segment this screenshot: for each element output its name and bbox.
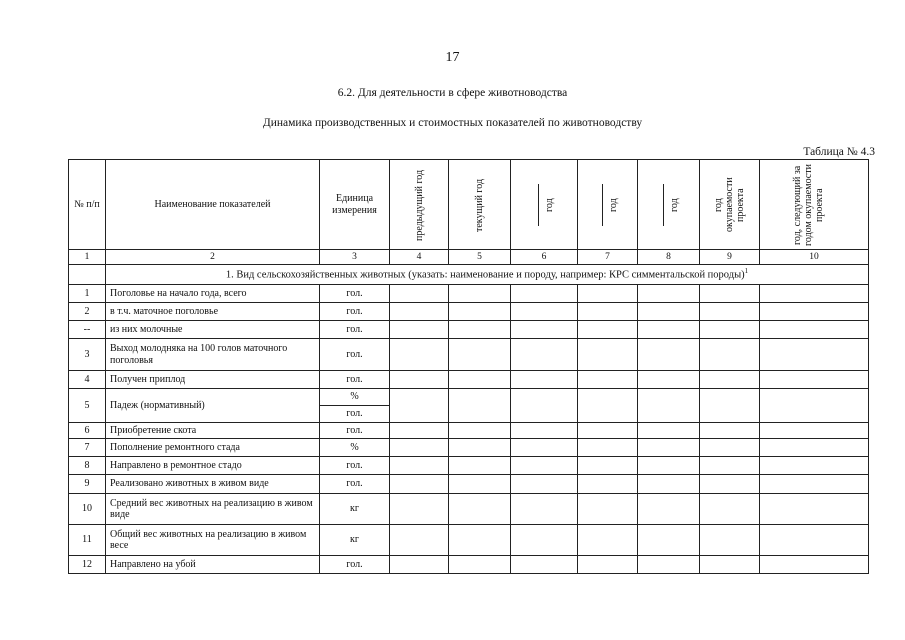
value-cell[interactable] — [511, 303, 578, 321]
value-cell[interactable] — [638, 339, 700, 371]
col-number: 10 — [760, 250, 869, 265]
value-cell[interactable] — [511, 525, 578, 556]
table-row — [69, 494, 869, 525]
value-cell[interactable] — [760, 525, 869, 556]
value-cell[interactable] — [449, 525, 511, 556]
value-cell[interactable] — [390, 457, 449, 475]
section-title: 6.2. Для деятельности в сфере животноводства — [337, 87, 568, 99]
value-cell[interactable] — [578, 525, 638, 556]
value-cell[interactable] — [700, 439, 760, 457]
col-number: 8 — [638, 250, 700, 265]
row-unit: гол. — [320, 406, 390, 423]
value-cell[interactable] — [760, 339, 869, 371]
col-number: 4 — [390, 250, 449, 265]
header-name: Наименование показателей — [106, 160, 320, 250]
value-cell[interactable] — [390, 303, 449, 321]
value-cell[interactable] — [578, 475, 638, 494]
row-name: Приобретение скота — [106, 423, 320, 439]
value-cell[interactable] — [700, 494, 760, 525]
value-cell[interactable] — [700, 389, 760, 423]
value-cell[interactable] — [449, 457, 511, 475]
row-number: 8 — [69, 457, 106, 475]
table-cell — [69, 265, 106, 285]
row-number: 6 — [69, 423, 106, 439]
value-cell[interactable] — [760, 389, 869, 423]
value-cell[interactable] — [511, 457, 578, 475]
section-heading: 1. Вид сельскохозяйственных животных (указать: наименование и породу, например: КРС симментальской породы)$^1$ — [106, 265, 869, 285]
value-cell[interactable] — [390, 339, 449, 371]
value-cell[interactable] — [700, 371, 760, 389]
row-number: 11 — [69, 525, 106, 556]
table-row — [69, 457, 869, 475]
col-number: 1 — [69, 250, 106, 265]
table-row — [69, 303, 869, 321]
row-name: в т.ч. маточное поголовье — [106, 303, 320, 321]
row-name: Выход молодняка на 100 голов маточного поголовья — [106, 339, 320, 371]
value-cell[interactable] — [449, 494, 511, 525]
row-unit: % — [320, 389, 390, 406]
livestock-indicators-table — [68, 159, 869, 574]
value-cell[interactable] — [638, 321, 700, 339]
header-prev-year: предыдущий год — [390, 160, 449, 250]
value-cell[interactable] — [578, 494, 638, 525]
row-unit: гол. — [320, 285, 390, 303]
row-number: 9 — [69, 475, 106, 494]
value-cell[interactable] — [760, 494, 869, 525]
value-cell[interactable] — [511, 475, 578, 494]
value-cell[interactable] — [390, 494, 449, 525]
row-number: 10 — [69, 494, 106, 525]
table-row — [69, 556, 869, 574]
value-cell[interactable] — [390, 285, 449, 303]
value-cell[interactable] — [511, 494, 578, 525]
table-row — [69, 423, 869, 439]
row-unit: гол. — [320, 371, 390, 389]
header-num: № п/п — [69, 160, 106, 250]
row-number: 4 — [69, 371, 106, 389]
row-number: 1 — [69, 285, 106, 303]
value-cell[interactable] — [700, 457, 760, 475]
value-cell[interactable] — [638, 285, 700, 303]
header-current-year: текущий год — [449, 160, 511, 250]
col-number: 6 — [511, 250, 578, 265]
row-name: Направлено в ремонтное стадо — [106, 457, 320, 475]
value-cell[interactable] — [578, 339, 638, 371]
table-row — [69, 371, 869, 389]
value-cell[interactable] — [449, 556, 511, 574]
row-number: 7 — [69, 439, 106, 457]
row-unit: гол. — [320, 556, 390, 574]
value-cell[interactable] — [578, 321, 638, 339]
value-cell[interactable] — [638, 494, 700, 525]
row-name: Направлено на убой — [106, 556, 320, 574]
value-cell[interactable] — [578, 439, 638, 457]
row-unit: % — [320, 439, 390, 457]
row-name: Падеж (нормативный) — [106, 389, 320, 423]
value-cell[interactable] — [700, 556, 760, 574]
value-cell[interactable] — [449, 423, 511, 439]
value-cell[interactable] — [390, 439, 449, 457]
row-name: Средний вес животных на реализацию в живом виде — [106, 494, 320, 525]
value-cell[interactable] — [449, 321, 511, 339]
table-row — [69, 321, 869, 339]
table-row — [69, 339, 869, 371]
value-cell[interactable] — [578, 457, 638, 475]
value-cell[interactable] — [511, 556, 578, 574]
section-row — [69, 265, 869, 285]
row-unit: гол. — [320, 475, 390, 494]
value-cell[interactable] — [638, 457, 700, 475]
column-number-row — [69, 250, 869, 265]
row-unit: гол. — [320, 457, 390, 475]
value-cell[interactable] — [700, 339, 760, 371]
header-year-8: год — [638, 160, 700, 250]
row-unit: гол. — [320, 339, 390, 371]
row-name: из них молочные — [106, 321, 320, 339]
table-row — [69, 285, 869, 303]
value-cell[interactable] — [760, 475, 869, 494]
row-name: Получен приплод — [106, 371, 320, 389]
value-cell[interactable] — [578, 303, 638, 321]
value-cell[interactable] — [638, 475, 700, 494]
value-cell[interactable] — [449, 475, 511, 494]
value-cell[interactable] — [449, 339, 511, 371]
value-cell[interactable] — [511, 321, 578, 339]
table-row — [69, 525, 869, 556]
row-number: 2 — [69, 303, 106, 321]
table-title: Динамика производственных и стоимостных показателей по животноводству — [262, 117, 643, 129]
value-cell[interactable] — [760, 371, 869, 389]
value-cell[interactable] — [511, 389, 578, 423]
table-label: Таблица № 4.3 — [803, 146, 875, 158]
value-cell[interactable] — [449, 389, 511, 423]
row-number: 5 — [69, 389, 106, 423]
value-cell[interactable] — [390, 389, 449, 423]
value-cell[interactable] — [449, 303, 511, 321]
value-cell[interactable] — [638, 556, 700, 574]
value-cell[interactable] — [511, 439, 578, 457]
row-unit: гол. — [320, 321, 390, 339]
value-cell[interactable] — [700, 525, 760, 556]
header-row — [69, 160, 869, 250]
value-cell[interactable] — [700, 303, 760, 321]
header-payback-year: год окупаемости проекта — [700, 160, 760, 250]
value-cell[interactable] — [638, 303, 700, 321]
value-cell[interactable] — [578, 389, 638, 423]
value-cell[interactable] — [390, 321, 449, 339]
value-cell[interactable] — [449, 439, 511, 457]
row-number: 3 — [69, 339, 106, 371]
header-year-7: год — [578, 160, 638, 250]
value-cell[interactable] — [760, 556, 869, 574]
value-cell[interactable] — [578, 371, 638, 389]
value-cell[interactable] — [449, 371, 511, 389]
value-cell[interactable] — [511, 285, 578, 303]
value-cell[interactable] — [760, 439, 869, 457]
value-cell[interactable] — [638, 371, 700, 389]
value-cell[interactable] — [638, 525, 700, 556]
value-cell[interactable] — [578, 285, 638, 303]
value-cell[interactable] — [700, 423, 760, 439]
value-cell[interactable] — [760, 423, 869, 439]
value-cell[interactable] — [511, 339, 578, 371]
row-unit: гол. — [320, 303, 390, 321]
table-row — [69, 439, 869, 457]
col-number: 9 — [700, 250, 760, 265]
col-number: 2 — [106, 250, 320, 265]
value-cell[interactable] — [700, 475, 760, 494]
col-number: 3 — [320, 250, 390, 265]
value-cell[interactable] — [390, 475, 449, 494]
value-cell[interactable] — [760, 303, 869, 321]
header-next-year: год, следующий за годом окупаемости проекта — [760, 160, 869, 250]
value-cell[interactable] — [449, 285, 511, 303]
value-cell[interactable] — [700, 285, 760, 303]
row-name: Общий вес животных на реализацию в живом весе — [106, 525, 320, 556]
value-cell[interactable] — [578, 556, 638, 574]
table-row — [69, 389, 869, 406]
row-unit: кг — [320, 494, 390, 525]
row-name: Реализовано животных в живом виде — [106, 475, 320, 494]
row-name: Пополнение ремонтного стада — [106, 439, 320, 457]
value-cell[interactable] — [511, 423, 578, 439]
col-number: 7 — [578, 250, 638, 265]
value-cell[interactable] — [390, 556, 449, 574]
value-cell[interactable] — [638, 439, 700, 457]
value-cell[interactable] — [700, 321, 760, 339]
header-year-6: год — [511, 160, 578, 250]
value-cell[interactable] — [760, 457, 869, 475]
value-cell[interactable] — [638, 389, 700, 423]
value-cell[interactable] — [638, 423, 700, 439]
table-row — [69, 475, 869, 494]
row-number: -- — [69, 321, 106, 339]
value-cell[interactable] — [760, 321, 869, 339]
value-cell[interactable] — [511, 371, 578, 389]
row-unit: гол. — [320, 423, 390, 439]
row-name: Поголовье на начало года, всего — [106, 285, 320, 303]
row-number: 12 — [69, 556, 106, 574]
page-number: 17 — [445, 50, 460, 65]
value-cell[interactable] — [578, 423, 638, 439]
header-unit: Единица измерения — [320, 160, 390, 250]
row-unit: кг — [320, 525, 390, 556]
value-cell[interactable] — [390, 525, 449, 556]
value-cell[interactable] — [760, 285, 869, 303]
value-cell[interactable] — [390, 371, 449, 389]
value-cell[interactable] — [390, 423, 449, 439]
col-number: 5 — [449, 250, 511, 265]
